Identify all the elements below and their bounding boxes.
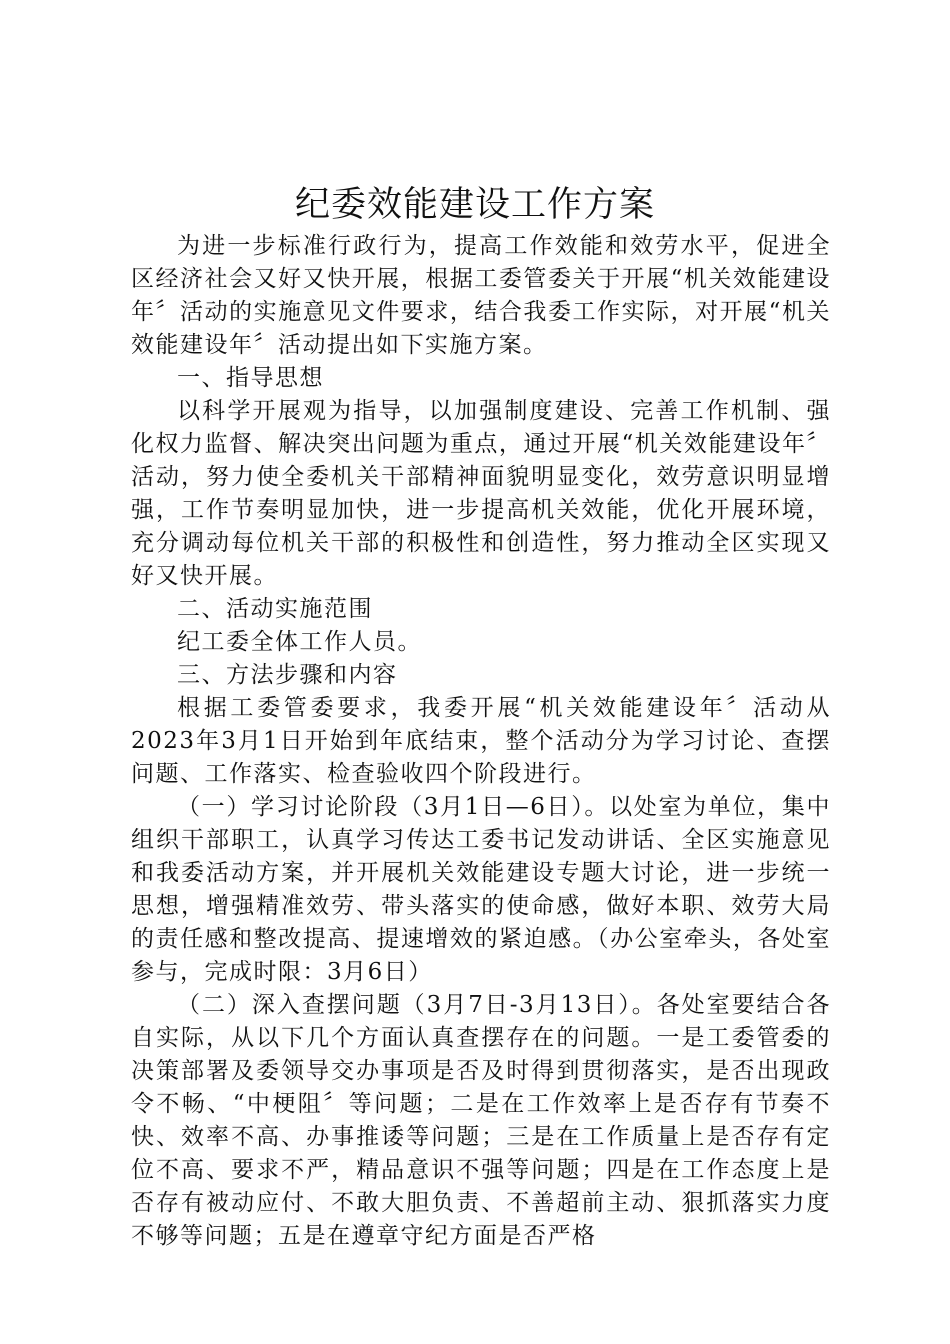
paragraph-methods: 根据工委管委要求，我委开展“机关效能建设年〞活动从2023年3月1日开始到年底结束，整个活动分为学习讨论、查摆问题、工作落实、检查验收四个阶段进行。 <box>131 695 831 787</box>
heading-scope: 二、活动实施范围 <box>177 596 373 622</box>
paragraph-guiding-thought: 以科学开展观为指导，以加强制度建设、完善工作机制、强化权力监督、解决突出问题为重点，通过开展“机关效能建设年〞活动，努力使全委机关干部精神面貌明显变化，效劳意识明显增强，工作节奏明显加快，进一步提高机关效能，优化开展环境，充分调动每位机关干部的积极性和创造性，努力推动全区实现又好又快开展。 <box>131 398 831 589</box>
heading-methods: 三、方法步骤和内容 <box>177 662 398 688</box>
paragraph-intro: 为进一步标准行政行为，提高工作效能和效劳水平，促进全区经济社会又好又快开展，根据工委管委关于开展“机关效能建设年〞活动的实施意见文件要求，结合我委工作实际，对开展“机关效能建设年〞活动提出如下实施方案。 <box>131 233 831 358</box>
heading-guiding-thought: 一、指导思想 <box>177 365 324 391</box>
document-body <box>131 230 831 1253</box>
paragraph-stage-two: （二）深入查摆问题（3月7日-3月13日）。各处室要结合各自实际，从以下几个方面认真查摆存在的问题。一是工委管委的决策部署及委领导交办事项是否及时得到贯彻落实，是否出现政令不畅、“中梗阻〞等问题；二是在工作效率上是否存有节奏不快、效率不高、办事推诿等问题；三是在工作质量上是否存有定位不高、要求不严，精品意识不强等问题；四是在工作态度上是否存有被动应付、不敢大胆负责、不善超前主动、狠抓落实力度不够等问题；五是在遵章守纪方面是否严格 <box>131 992 831 1249</box>
paragraph-scope: 纪工委全体工作人员。 <box>177 629 422 655</box>
document-title: 纪委效能建设工作方案 <box>294 185 655 225</box>
paragraph-stage-one: （一）学习讨论阶段（3月1日—6日）。以处室为单位，集中组织干部职工，认真学习传达工委书记发动讲话、全区实施意见和我委活动方案，并开展机关效能建设专题大讨论，进一步统一思想，增强精准效劳、带头落实的使命感，做好本职、效劳大局的责任感和整改提高、提速增效的紧迫感。（办公室牵头，各处室参与，完成时限：3月6日） <box>131 794 831 985</box>
